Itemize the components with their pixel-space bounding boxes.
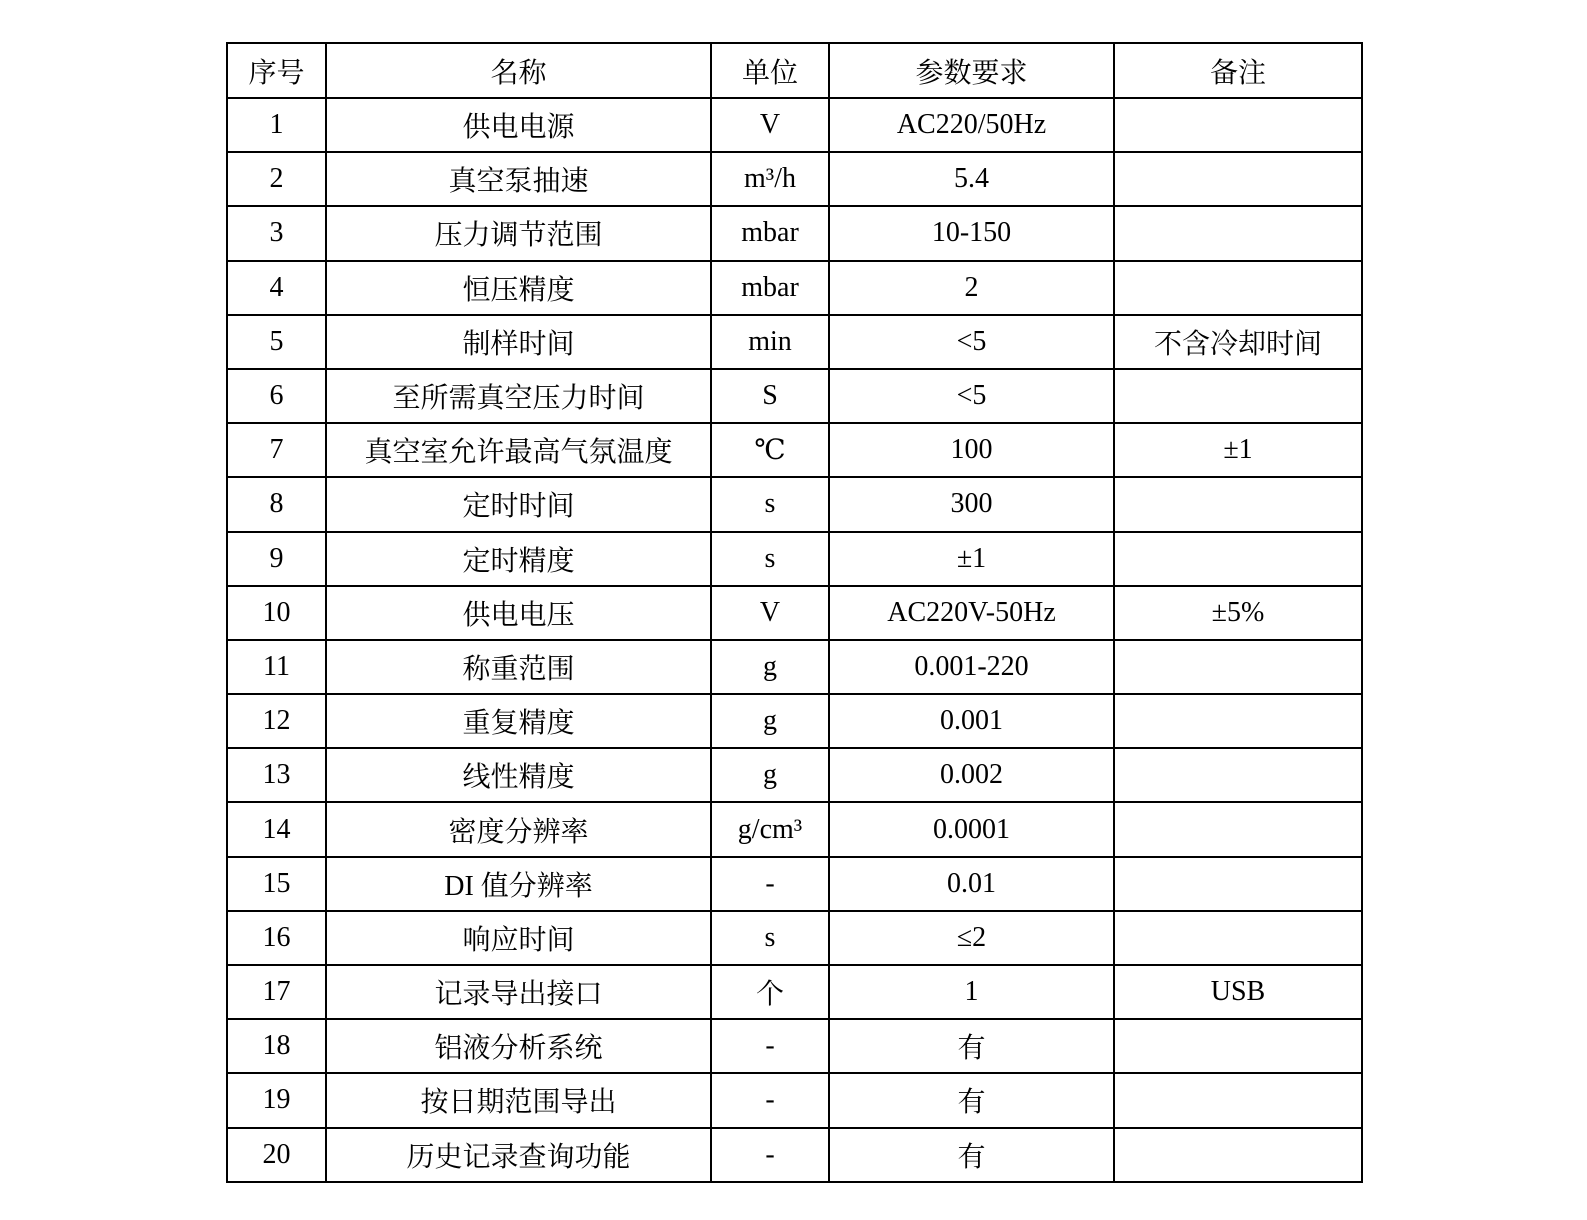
cell-requirement: 10-150 xyxy=(829,206,1114,260)
header-requirement: 参数要求 xyxy=(829,43,1114,98)
cell-remark xyxy=(1114,857,1362,911)
cell-requirement: 100 xyxy=(829,423,1114,477)
spec-table xyxy=(226,42,1363,1183)
cell-remark xyxy=(1114,1073,1362,1127)
table-row xyxy=(227,911,1362,965)
cell-requirement: ≤2 xyxy=(829,911,1114,965)
cell-unit: m³/h xyxy=(711,152,829,206)
cell-requirement: 0.0001 xyxy=(829,802,1114,856)
cell-remark xyxy=(1114,694,1362,748)
cell-remark xyxy=(1114,1019,1362,1073)
cell-remark xyxy=(1114,369,1362,423)
table-row xyxy=(227,98,1362,152)
cell-unit: V xyxy=(711,98,829,152)
cell-unit: V xyxy=(711,586,829,640)
cell-unit: - xyxy=(711,857,829,911)
cell-name: 称重范围 xyxy=(326,640,711,694)
cell-unit: ℃ xyxy=(711,423,829,477)
cell-remark: ±5% xyxy=(1114,586,1362,640)
cell-remark xyxy=(1114,1128,1362,1182)
table-row xyxy=(227,152,1362,206)
cell-unit: - xyxy=(711,1128,829,1182)
table-row xyxy=(227,315,1362,369)
cell-index: 16 xyxy=(227,911,326,965)
table-row xyxy=(227,423,1362,477)
cell-requirement: 有 xyxy=(829,1128,1114,1182)
cell-requirement: 5.4 xyxy=(829,152,1114,206)
table-row xyxy=(227,1019,1362,1073)
cell-unit: 个 xyxy=(711,965,829,1019)
cell-index: 3 xyxy=(227,206,326,260)
cell-requirement: 有 xyxy=(829,1073,1114,1127)
cell-remark: USB xyxy=(1114,965,1362,1019)
header-index: 序号 xyxy=(227,43,326,98)
cell-remark: ±1 xyxy=(1114,423,1362,477)
table-row xyxy=(227,1073,1362,1127)
cell-remark xyxy=(1114,532,1362,586)
cell-unit: s xyxy=(711,911,829,965)
cell-unit: g xyxy=(711,748,829,802)
cell-name: 历史记录查询功能 xyxy=(326,1128,711,1182)
header-row xyxy=(227,43,1362,98)
cell-index: 5 xyxy=(227,315,326,369)
cell-index: 17 xyxy=(227,965,326,1019)
cell-requirement: <5 xyxy=(829,369,1114,423)
cell-name: 至所需真空压力时间 xyxy=(326,369,711,423)
cell-remark xyxy=(1114,152,1362,206)
cell-name: 供电电压 xyxy=(326,586,711,640)
cell-remark xyxy=(1114,98,1362,152)
cell-unit: mbar xyxy=(711,261,829,315)
cell-index: 6 xyxy=(227,369,326,423)
cell-name: 制样时间 xyxy=(326,315,711,369)
table-row xyxy=(227,477,1362,531)
cell-unit: s xyxy=(711,532,829,586)
cell-requirement: AC220V-50Hz xyxy=(829,586,1114,640)
cell-name: 恒压精度 xyxy=(326,261,711,315)
header-remark: 备注 xyxy=(1114,43,1362,98)
cell-index: 7 xyxy=(227,423,326,477)
table-row xyxy=(227,206,1362,260)
cell-name: 定时精度 xyxy=(326,532,711,586)
cell-index: 2 xyxy=(227,152,326,206)
cell-unit: S xyxy=(711,369,829,423)
cell-unit: g/cm³ xyxy=(711,802,829,856)
cell-unit: - xyxy=(711,1073,829,1127)
cell-name: 记录导出接口 xyxy=(326,965,711,1019)
cell-name: 定时时间 xyxy=(326,477,711,531)
table-row xyxy=(227,965,1362,1019)
cell-index: 11 xyxy=(227,640,326,694)
cell-unit: - xyxy=(711,1019,829,1073)
cell-requirement: 0.01 xyxy=(829,857,1114,911)
cell-remark xyxy=(1114,477,1362,531)
cell-remark xyxy=(1114,911,1362,965)
cell-index: 14 xyxy=(227,802,326,856)
table-row xyxy=(227,857,1362,911)
cell-name: 真空室允许最高气氛温度 xyxy=(326,423,711,477)
cell-index: 12 xyxy=(227,694,326,748)
header-name: 名称 xyxy=(326,43,711,98)
cell-remark xyxy=(1114,206,1362,260)
cell-unit: mbar xyxy=(711,206,829,260)
cell-name: 重复精度 xyxy=(326,694,711,748)
cell-name: 真空泵抽速 xyxy=(326,152,711,206)
cell-index: 18 xyxy=(227,1019,326,1073)
cell-index: 20 xyxy=(227,1128,326,1182)
cell-requirement: 1 xyxy=(829,965,1114,1019)
cell-index: 15 xyxy=(227,857,326,911)
cell-requirement: 有 xyxy=(829,1019,1114,1073)
cell-requirement: 0.001 xyxy=(829,694,1114,748)
cell-name: 线性精度 xyxy=(326,748,711,802)
table-row xyxy=(227,532,1362,586)
table-row xyxy=(227,586,1362,640)
cell-index: 13 xyxy=(227,748,326,802)
header-unit: 单位 xyxy=(711,43,829,98)
cell-requirement: AC220/50Hz xyxy=(829,98,1114,152)
cell-unit: g xyxy=(711,640,829,694)
table-row xyxy=(227,748,1362,802)
cell-remark xyxy=(1114,802,1362,856)
cell-remark: 不含冷却时间 xyxy=(1114,315,1362,369)
cell-index: 1 xyxy=(227,98,326,152)
table-row xyxy=(227,369,1362,423)
cell-requirement: 0.001-220 xyxy=(829,640,1114,694)
cell-index: 19 xyxy=(227,1073,326,1127)
cell-requirement: 2 xyxy=(829,261,1114,315)
cell-requirement: 0.002 xyxy=(829,748,1114,802)
cell-name: 按日期范围导出 xyxy=(326,1073,711,1127)
table-row xyxy=(227,261,1362,315)
table-row xyxy=(227,1128,1362,1182)
table-row xyxy=(227,802,1362,856)
cell-index: 9 xyxy=(227,532,326,586)
cell-name: 压力调节范围 xyxy=(326,206,711,260)
cell-remark xyxy=(1114,748,1362,802)
table-row xyxy=(227,640,1362,694)
cell-index: 10 xyxy=(227,586,326,640)
cell-name: 密度分辨率 xyxy=(326,802,711,856)
cell-index: 8 xyxy=(227,477,326,531)
cell-remark xyxy=(1114,640,1362,694)
cell-name: 铝液分析系统 xyxy=(326,1019,711,1073)
cell-unit: min xyxy=(711,315,829,369)
cell-name: 响应时间 xyxy=(326,911,711,965)
cell-index: 4 xyxy=(227,261,326,315)
spec-table-body xyxy=(227,98,1362,1182)
cell-unit: s xyxy=(711,477,829,531)
cell-requirement: ±1 xyxy=(829,532,1114,586)
cell-name: DI 值分辨率 xyxy=(326,857,711,911)
cell-requirement: 300 xyxy=(829,477,1114,531)
cell-name: 供电电源 xyxy=(326,98,711,152)
cell-remark xyxy=(1114,261,1362,315)
cell-unit: g xyxy=(711,694,829,748)
table-row xyxy=(227,694,1362,748)
cell-requirement: <5 xyxy=(829,315,1114,369)
